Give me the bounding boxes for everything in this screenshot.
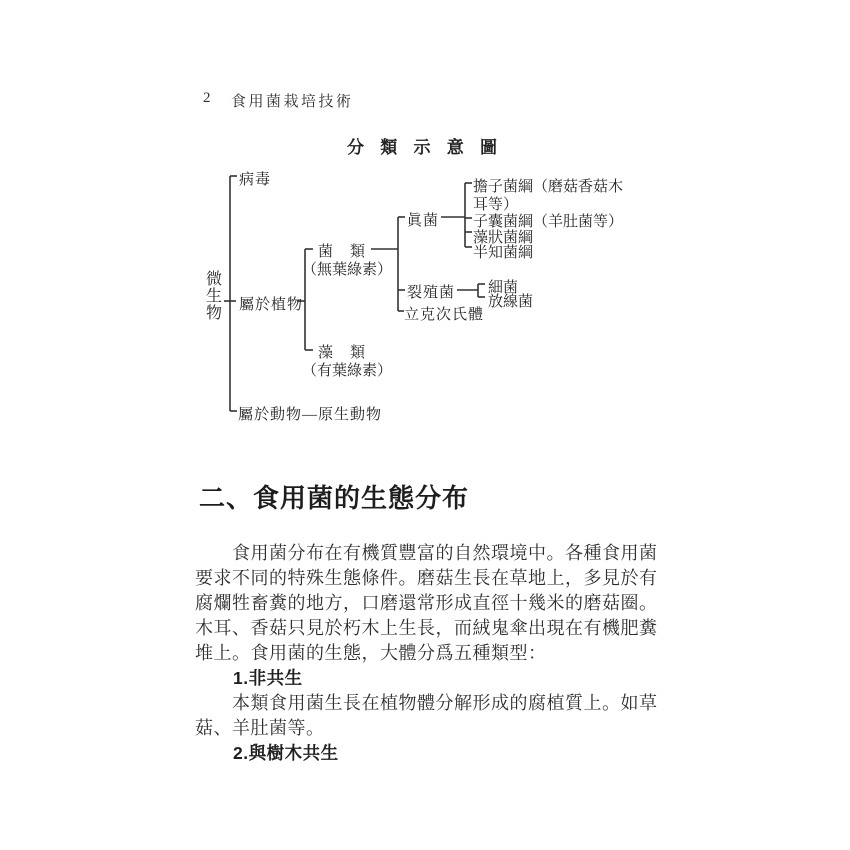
node-true-fungi: 眞菌: [407, 213, 440, 229]
page-number: 2: [203, 90, 212, 106]
node-rickettsia: 立克次氏體: [404, 307, 485, 323]
paragraph1-line: 腐爛牲畜糞的地方，口磨還常形成直徑十幾米的磨菇圈。: [195, 593, 658, 613]
paragraph1-line: 木耳、香菇只見於朽木上生長，而絨鬼傘出現在有機肥糞: [195, 618, 658, 638]
node-deuteromycetes: 半知菌綱: [473, 245, 534, 261]
paragraph1-line: 要求不同的特殊生態條件。磨菇生長在草地上，多見於有: [195, 568, 658, 588]
node-actinomycetes: 放線菌: [488, 294, 534, 310]
paragraph1-line: 堆上。食用菌的生態，大體分爲五種類型：: [195, 643, 547, 663]
node-microorganism: 微生物: [206, 271, 223, 322]
paragraph1-line: 食用菌分布在有機質豐富的自然環境中。各種食用菌: [232, 543, 658, 563]
running-title: 食用菌栽培技術: [231, 94, 354, 110]
node-phycomycetes: 藻狀菌綱: [473, 230, 534, 246]
node-fungi-class: 菌 類: [318, 244, 367, 260]
section-heading: 二、食用菌的生態分布: [199, 483, 470, 513]
node-algae-class: 藻 類: [318, 345, 367, 361]
node-belongs-to-plants: 屬於植物: [239, 297, 304, 313]
node-fission-bacteria: 裂殖菌: [407, 285, 456, 301]
node-belongs-to-animals: 屬於動物—原生動物: [238, 407, 383, 423]
node-algae-note: （有葉綠素）: [302, 363, 393, 379]
list-item-2-tree-symbiotic: 2.與樹木共生: [233, 743, 339, 763]
node-basidiomycetes-line1: 擔子菌綱（磨菇香菇木: [473, 179, 624, 195]
node-virus: 病毒: [239, 172, 272, 188]
node-ascomycetes: 子囊菌綱（羊肚菌等）: [473, 214, 624, 230]
node-basidiomycetes-line2: 耳等）: [473, 197, 519, 213]
paragraph2-line: 菇、羊肚菌等。: [195, 718, 325, 738]
list-item-1-non-symbiotic: 1.非共生: [233, 668, 303, 688]
paragraph2-line: 本類食用菌生長在植物體分解形成的腐植質上。如草: [232, 693, 658, 713]
body-text: [195, 541, 680, 766]
node-fungi-note: （無葉綠素）: [302, 262, 393, 278]
diagram-title: 分 類 示 意 圖: [347, 138, 503, 157]
node-bacteria: 細菌: [488, 280, 519, 296]
